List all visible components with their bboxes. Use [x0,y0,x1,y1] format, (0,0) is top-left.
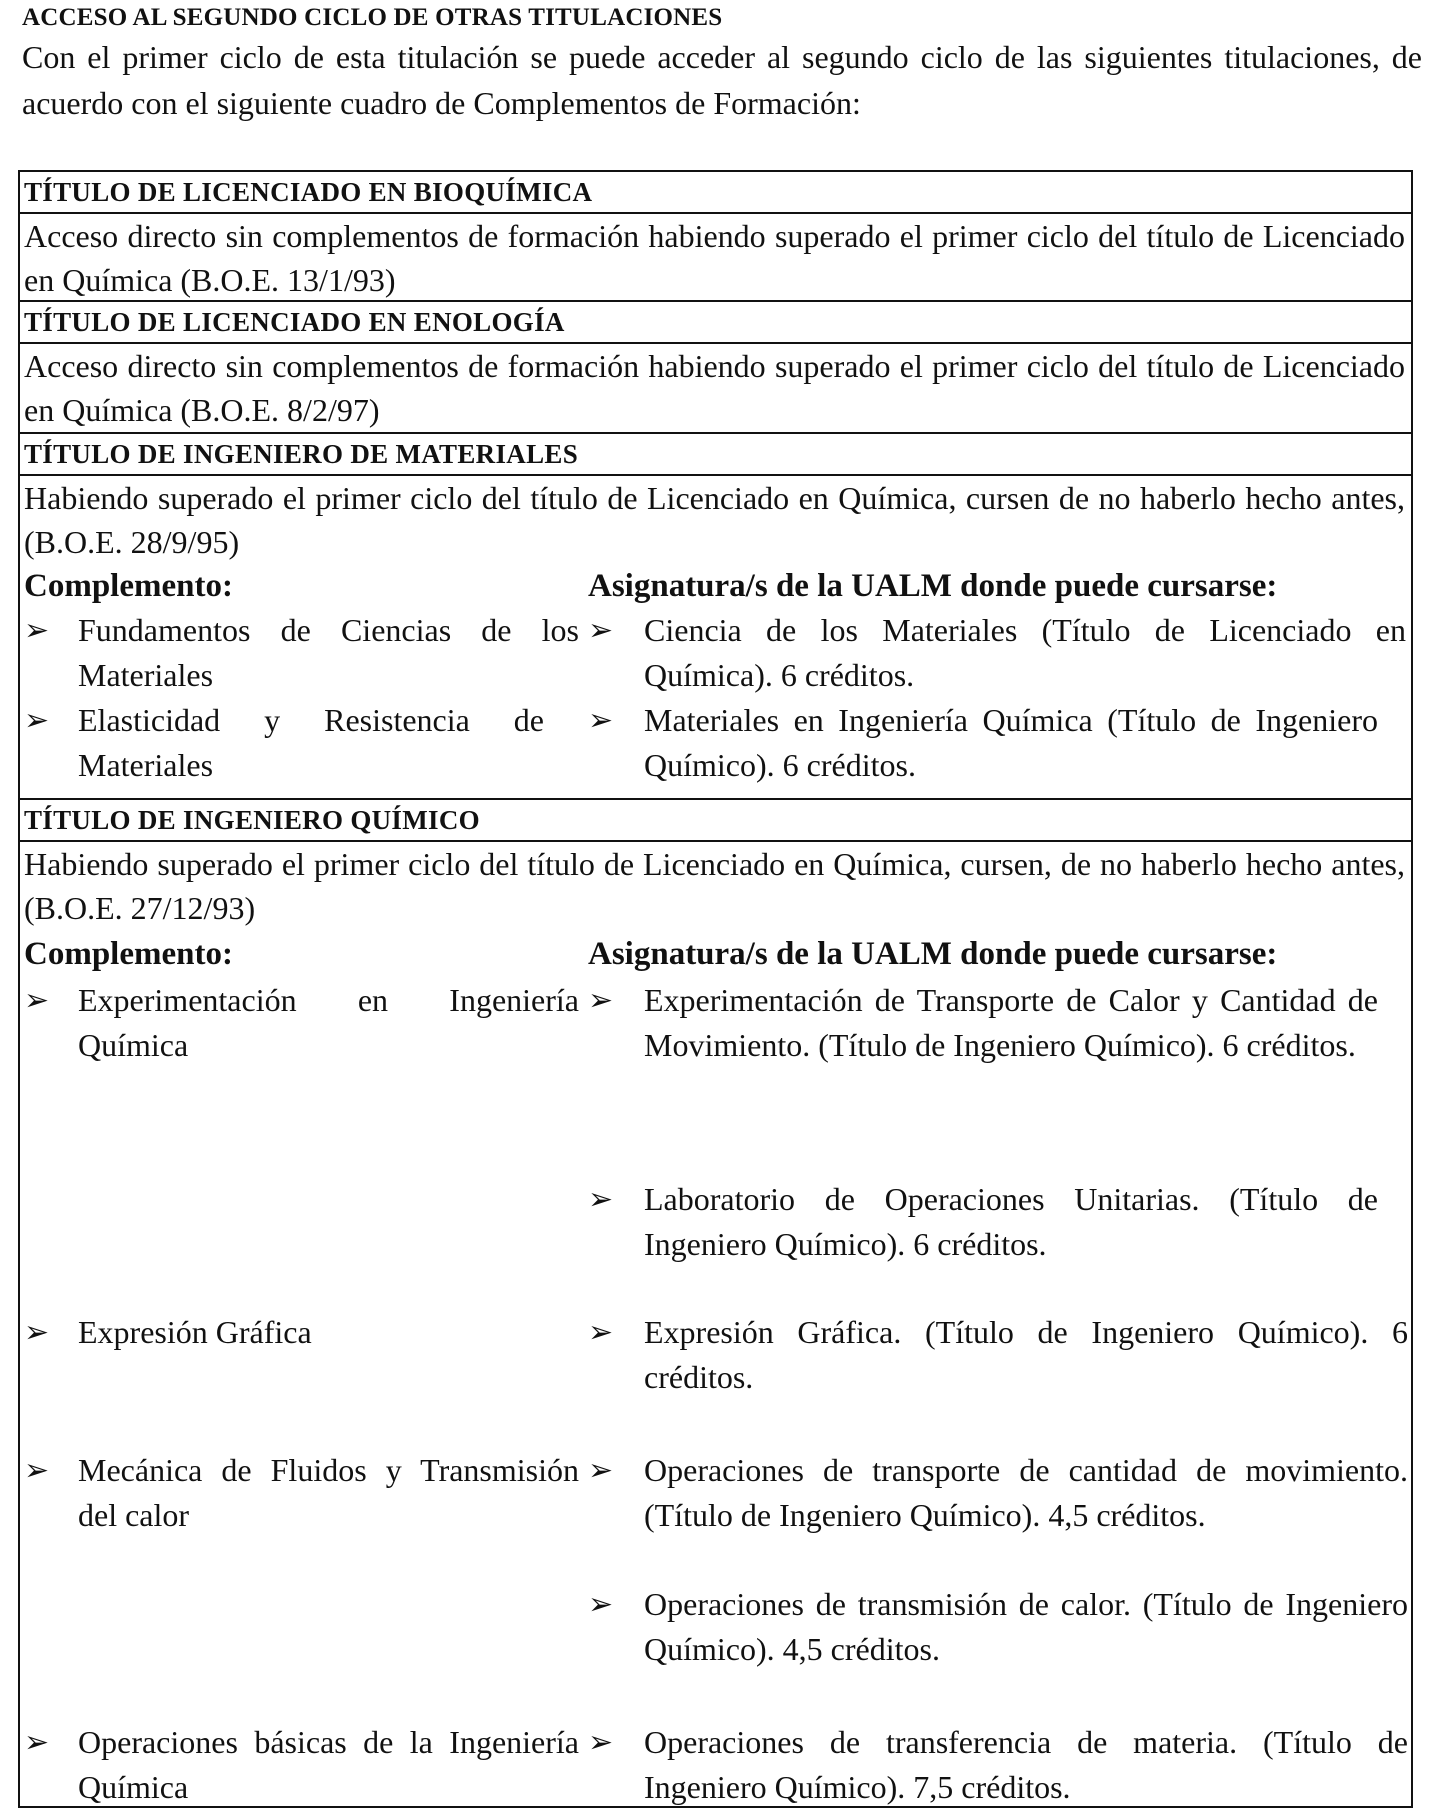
arrow-bullet-icon: ➢ [588,1726,614,1759]
asignatura-item: ➢ Expresión Gráfica. (Título de Ingeniero Químico). 6 créditos. [588,1310,1408,1400]
arrow-bullet-icon: ➢ [588,1454,614,1487]
asignatura-item: ➢ Materiales en Ingeniería Química (Título de Ingeniero Químico). 6 créditos. [588,698,1378,788]
arrow-bullet-icon: ➢ [588,704,614,737]
complemento-item: ➢ Mecánica de Fluidos y Transmisión del calor [24,1448,579,1538]
section-text-materiales: Habiendo superado el primer ciclo del título de Licenciado en Química, cursen de no haberlo hecho antes, (B.O.E. 28/9/95) [24,480,1405,560]
intro-paragraph: Con el primer ciclo de esta titulación se puede acceder al segundo ciclo de las siguientes titulaciones, de acuerdo con el siguiente cuadro de Complementos de Formación: [22,39,1422,121]
arrow-bullet-icon: ➢ [24,704,50,737]
complemento-item: ➢ Expresión Gráfica [24,1310,579,1355]
complementos-table [18,170,1413,1808]
arrow-bullet-icon: ➢ [24,1726,50,1759]
section-title-materiales: TÍTULO DE INGENIERO DE MATERIALES [20,432,1411,476]
complemento-header: Complemento: [24,568,233,604]
complemento-item: ➢ Experimentación en Ingeniería Química [24,978,579,1068]
asignatura-item: ➢ Ciencia de los Materiales (Título de Licenciado en Química). 6 créditos. [588,608,1406,698]
section-text-bioquimica: Acceso directo sin complementos de formación habiendo superado el primer ciclo del título de Licenciado en Química (B.O.E. 13/1/93) [24,218,1405,298]
arrow-bullet-icon: ➢ [588,1183,614,1216]
complemento-item: ➢ Elasticidad y Resistencia de Materiales [24,698,544,788]
section-title-enologia: TÍTULO DE LICENCIADO EN ENOLOGÍA [20,300,1411,344]
arrow-bullet-icon: ➢ [588,1588,614,1621]
arrow-bullet-icon: ➢ [588,1316,614,1349]
complemento-item: ➢ Fundamentos de Ciencias de los Materiales [24,608,579,698]
asignatura-item: ➢ Experimentación de Transporte de Calor y Cantidad de Movimiento. (Título de Ingeniero Químico). 6 créditos. [588,978,1378,1113]
asignatura-item: ➢ Operaciones de transmisión de calor. (Título de Ingeniero Químico). 4,5 créditos. [588,1582,1408,1672]
arrow-bullet-icon: ➢ [24,614,50,647]
section-text-ingeniero-quimico: Habiendo superado el primer ciclo del título de Licenciado en Química, cursen, de no haberlo hecho antes, (B.O.E. 27/12/93) [24,846,1405,926]
section-title-ingeniero-quimico: TÍTULO DE INGENIERO QUÍMICO [20,798,1411,842]
asignatura-item: ➢ Operaciones de transporte de cantidad de movimiento. (Título de Ingeniero Químico). 4,5 créditos. [588,1448,1408,1583]
document-heading: ACCESO AL SEGUNDO CICLO DE OTRAS TITULACIONES [22,4,723,31]
arrow-bullet-icon: ➢ [24,984,50,1017]
complemento-header: Complemento: [24,936,233,972]
arrow-bullet-icon: ➢ [588,984,614,1017]
asignatura-item: ➢ Laboratorio de Operaciones Unitarias. (Título de Ingeniero Químico). 6 créditos. [588,1177,1378,1267]
section-title-bioquimica: TÍTULO DE LICENCIADO EN BIOQUÍMICA [20,172,1411,214]
complemento-item: ➢ Operaciones básicas de la Ingeniería Química [24,1720,579,1810]
asignaturas-header: Asignatura/s de la UALM donde puede cursarse: [588,936,1278,972]
arrow-bullet-icon: ➢ [588,614,614,647]
section-text-enologia: Acceso directo sin complementos de formación habiendo superado el primer ciclo del título de Licenciado en Química (B.O.E. 8/2/97) [24,348,1405,428]
arrow-bullet-icon: ➢ [24,1454,50,1487]
arrow-bullet-icon: ➢ [24,1316,50,1349]
asignatura-item: ➢ Operaciones de transferencia de materia. (Título de Ingeniero Químico). 7,5 créditos. [588,1720,1408,1810]
asignaturas-header: Asignatura/s de la UALM donde puede cursarse: [588,568,1278,604]
